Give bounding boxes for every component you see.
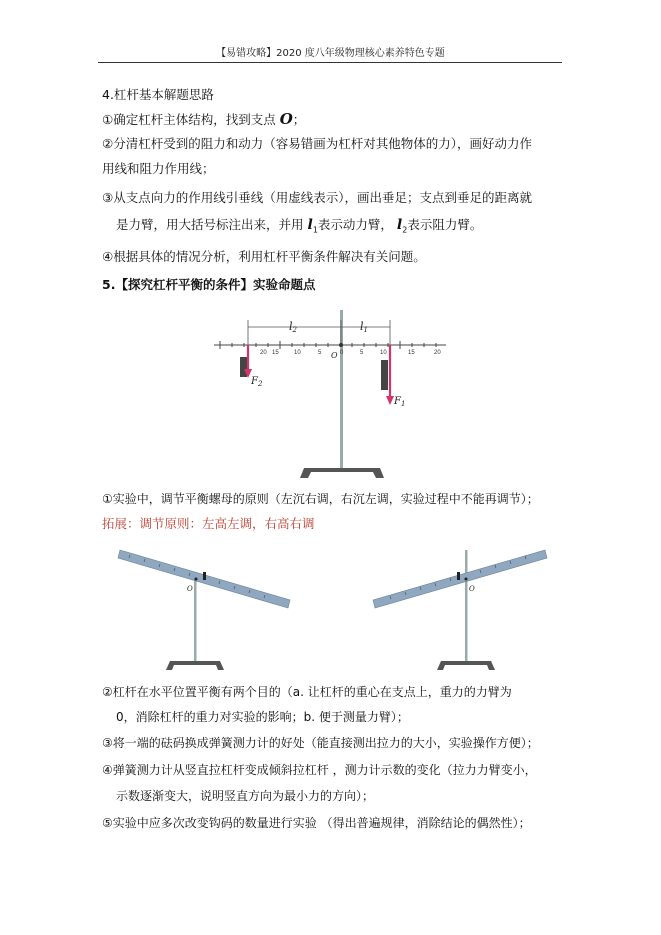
- point-1: ①实验中，调节平衡螺母的原则（左沉右调，右沉左调，实验过程中不能再调节）；: [102, 492, 539, 506]
- tick-label: 5: [318, 350, 322, 356]
- stand-pole: [340, 310, 343, 470]
- step-4: ④根据具体的情况分析，利用杠杆平衡条件解决有关问题。: [102, 249, 426, 264]
- stand-pole: [465, 550, 468, 664]
- point-4-line2: 示数逐渐变大，说明竖直方向为最小力的方向）；: [116, 789, 375, 803]
- stand-base: [166, 661, 224, 670]
- lever-tilted-left-figure: [110, 544, 300, 674]
- tick-label: 0: [340, 350, 344, 356]
- page-header: 【易错攻略】2020 度八年级物理核心素养特色专题: [216, 48, 445, 59]
- point-2-line2: 0，消除杠杆的重力对实验的影响；b. 便于测量力臂）；: [116, 710, 409, 724]
- section-5-title: 5.【探究杠杆平衡的条件】实验命题点: [102, 277, 316, 292]
- step-1: ①确定杠杆主体结构，找到支点 O；: [102, 110, 306, 128]
- header-divider: [98, 62, 562, 63]
- tick-label: 10: [380, 350, 387, 356]
- stand-base: [437, 661, 495, 670]
- point-4-line1: ④弹簧测力计从竖直拉杠杆变成倾斜拉杠杆 ，测力计示数的变化（拉力力臂变小，: [102, 763, 537, 777]
- balance-nut: [203, 572, 206, 580]
- tick-label: 20: [260, 350, 267, 356]
- stand-pole: [194, 572, 197, 664]
- tick-label: 20: [434, 350, 441, 356]
- stand-base: [300, 468, 384, 478]
- point-2-line1: ②杠杆在水平位置平衡有两个目的（a. 让杠杆的重心在支点上，重力的力臂为: [102, 685, 512, 699]
- step-3-line1: ③从支点向力的作用线引垂线（用虚线表示），画出垂足；支点到垂足的距离就: [102, 190, 532, 205]
- step-2-line1: ②分清杠杆受到的阻力和动力（容易错画为杠杆对其他物体的力），画好动力作: [102, 136, 532, 151]
- point-3: ③将一端的砝码换成弹簧测力计的好处（能直接测出拉力的大小，实验操作方便）；: [102, 736, 539, 750]
- pivot-label: O: [331, 351, 338, 360]
- tick-label: 15: [408, 350, 415, 356]
- f1-label: $F_1$: [394, 396, 406, 408]
- lever-tilted-right-figure: [365, 544, 555, 674]
- hanging-weight-left: [240, 357, 247, 377]
- tick-label: 15: [272, 350, 279, 356]
- pivot-label: O: [469, 585, 475, 593]
- force-f1-arrowhead: [386, 396, 394, 405]
- point-5: ⑤实验中应多次改变钩码的数量进行实验 （得出普遍规律，消除结论的偶然性）；: [102, 816, 531, 830]
- hanging-weight-right: [381, 360, 388, 390]
- tick-label: 10: [294, 350, 301, 356]
- balance-nut: [457, 572, 460, 580]
- section-4-title: 4.杠杆基本解题思路: [102, 87, 214, 102]
- pivot-point: [339, 343, 343, 347]
- pivot-point: [195, 578, 198, 581]
- step-3-line2: 是力臂，用大括号标注出来，并用 $l_1$表示动力臂， $l_2$表示阻力臂。: [116, 217, 483, 235]
- l2-label: l2: [289, 320, 297, 334]
- pivot-label: O: [187, 585, 193, 593]
- tick-label: 5: [360, 350, 364, 356]
- l1-label: l1: [360, 320, 368, 334]
- lever-horizontal-figure: [200, 300, 460, 485]
- extension-note: 拓展：调节原则：左高左调，右高右调: [102, 516, 315, 531]
- pivot-point: [465, 578, 468, 581]
- step-2-line2: 用线和阻力作用线；: [102, 161, 215, 176]
- f2-label: $F_2$: [251, 376, 263, 388]
- scale-labels: [260, 350, 441, 356]
